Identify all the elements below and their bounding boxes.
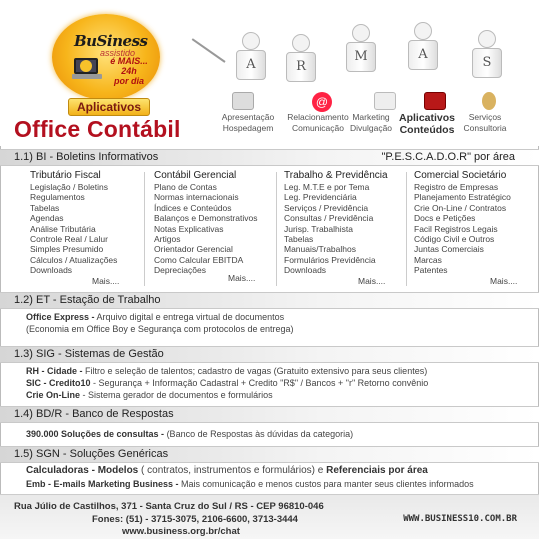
nav-apresentacao[interactable]: Apresentação Hospedagem [221,112,275,133]
list-item[interactable]: Patentes [414,265,448,276]
footer-phones: Fones: (51) - 3715-3075, 2106-6600, 3713-3444 [92,514,298,525]
section-bi-title: 1.1) BI - Boletins Informativos [14,151,159,163]
robot-s: S [470,30,504,90]
emb-line[interactable]: Emb - E-mails Marketing Business - Mais comunicação e menos custos para manter seus clientes informados [26,479,474,489]
list-item[interactable]: Docs e Petições [414,213,476,224]
header [0,0,539,146]
list-item[interactable]: Notas Explicativas [154,223,224,234]
list-item[interactable]: Leg. Previdenciária [284,192,357,203]
nav-marketing[interactable]: Marketing Divulgação [349,112,393,133]
list-item[interactable]: Marcas [414,254,442,265]
list-item[interactable]: Orientador Gerencial [154,244,233,255]
list-item[interactable]: Artigos [154,234,181,245]
footer-chat-link[interactable]: www.business.org.br/chat [122,526,240,537]
section-sgn-header[interactable] [0,446,539,463]
robots-illustration [216,4,534,98]
section-bi-subtitle: "P.E.S.C.A.D.O.R" por área [381,151,515,163]
list-item[interactable]: Crie On-Line / Contratos [414,202,507,213]
nav-aplicativos[interactable]: Aplicativos Conteúdos [398,112,456,136]
footer-address: Rua Júlio de Castilhos, 371 - Santa Cruz do Sul / RS - CEP 96810-046 [14,501,324,512]
briefcase-icon[interactable] [424,92,446,110]
robot-r: R [284,34,318,94]
section-bdr-header[interactable] [0,406,539,423]
list-item[interactable]: Formulários Previdência [284,254,376,265]
rh-cidade-line[interactable]: RH - Cidade - Filtro e seleção de talentos; cadastro de vagas (Gratuito extensivo para seus clientes) [26,366,428,376]
robot-m: M [344,24,378,84]
robot-a2: A [406,22,440,82]
section-sig-title: 1.3) SIG - Sistemas de Gestão [14,348,164,360]
megaphone-icon[interactable] [374,92,396,110]
nav-servicos[interactable]: Serviços Consultoria [463,112,507,133]
list-item[interactable]: Como Calcular EBITDA [154,254,244,265]
column-heading[interactable]: Trabalho & Previdência [284,170,388,181]
logo-tagline: assistido [100,48,136,58]
service-icon[interactable] [482,92,496,110]
list-item[interactable]: Cálculos / Atualizações [30,254,118,265]
list-item[interactable]: Índices e Conteúdos [154,202,232,213]
list-item[interactable]: Consultas / Previdência [284,213,374,224]
column-heading[interactable]: Tributário Fiscal [30,170,101,181]
crie-online-line[interactable]: Crie On-Line - Sistema gerador de documentos e formulários [26,390,273,400]
list-item[interactable]: Serviços / Previdência [284,202,369,213]
more-link[interactable]: Mais.... [92,276,120,286]
list-item[interactable]: Downloads [30,265,73,276]
list-item[interactable]: Leg. M.T.E e por Tema [284,182,370,192]
more-link[interactable]: Mais.... [358,276,386,286]
list-item[interactable]: Facil Registros Legais [414,223,498,234]
logo-slogan: é MAIS... 24h por dia [110,56,148,86]
laptop-icon [72,58,102,82]
list-item[interactable]: Controle Real / Lalur [30,234,108,245]
section-bdr-title: 1.4) BD/R - Banco de Respostas [14,408,174,420]
list-item[interactable]: Código Civil e Outros [414,234,495,245]
section-sgn-title: 1.5) SGN - Soluções Genéricas [14,448,169,460]
calculadoras-line[interactable]: Calculadoras - Modelos ( contratos, instrumentos e formulários) e Referenciais por área [26,465,428,476]
page-title: Office Contábil [14,116,181,142]
more-link[interactable]: Mais.... [490,276,518,286]
robot-a: A [234,32,268,92]
list-item[interactable]: Manuais/Trabalhos [284,244,356,255]
presentation-icon[interactable] [232,92,254,110]
footer-site-link[interactable]: WWW.BUSINESS10.COM.BR [403,514,517,524]
list-item[interactable]: Balanços e Demonstrativos [154,213,258,224]
list-item[interactable]: Normas internacionais [154,192,239,203]
divider [144,172,145,286]
section-et-header[interactable] [0,292,539,309]
column-tributario [30,170,140,290]
list-item[interactable]: Agendas [30,213,64,224]
logo-brand: BuSiness [74,32,148,50]
section-sig-header[interactable] [0,346,539,363]
section-bi-header[interactable] [0,149,539,166]
top-nav [216,112,538,144]
column-trabalho [284,170,404,290]
column-heading[interactable]: Contábil Gerencial [154,170,237,181]
footer [0,494,539,539]
list-item[interactable]: Tabelas [284,234,314,245]
aplicativos-badge: Aplicativos [68,98,150,116]
divider [406,172,407,286]
app-icons-row [228,92,536,112]
list-item[interactable]: Juntas Comerciais [414,244,484,255]
list-item[interactable]: Registro de Empresas [414,182,499,192]
list-item[interactable]: Tabelas [30,202,60,213]
sic-credito-line[interactable]: SIC - Credito10 - Segurança + Informação Cadastral + Credito "R$" / Bancos + "r" Retorno convênio [26,378,429,388]
list-item[interactable]: Simples Presumido [30,244,104,255]
section-et-title: 1.2) ET - Estação de Trabalho [14,294,161,306]
list-item[interactable]: Legislação / Boletins [30,182,108,192]
divider [276,172,277,286]
list-item[interactable]: Planejamento Estratégico [414,192,511,203]
list-item[interactable]: Downloads [284,265,327,276]
list-item[interactable]: Análise Tributária [30,223,96,234]
list-item[interactable]: Jurisp. Trabalhista [284,223,353,234]
more-link[interactable]: Mais.... [228,273,256,283]
office-express-note: (Economia em Office Boy e Segurança com protocolos de entrega) [26,324,294,334]
list-item[interactable]: Depreciações [154,265,206,276]
banco-respostas-line[interactable]: 390.000 Soluções de consultas - (Banco de Respostas às dúvidas da categoria) [26,429,354,439]
column-contabil [154,170,270,290]
at-sign-icon[interactable]: @ [312,92,332,112]
list-item[interactable]: Plano de Contas [154,182,217,192]
office-express-line[interactable]: Office Express - Arquivo digital e entrega virtual de documentos [26,312,285,322]
nav-relacionamento[interactable]: Relacionamento Comunicação [287,112,349,133]
column-comercial [414,170,532,290]
list-item[interactable]: Regulamentos [30,192,85,203]
column-heading[interactable]: Comercial Societário [414,170,507,181]
